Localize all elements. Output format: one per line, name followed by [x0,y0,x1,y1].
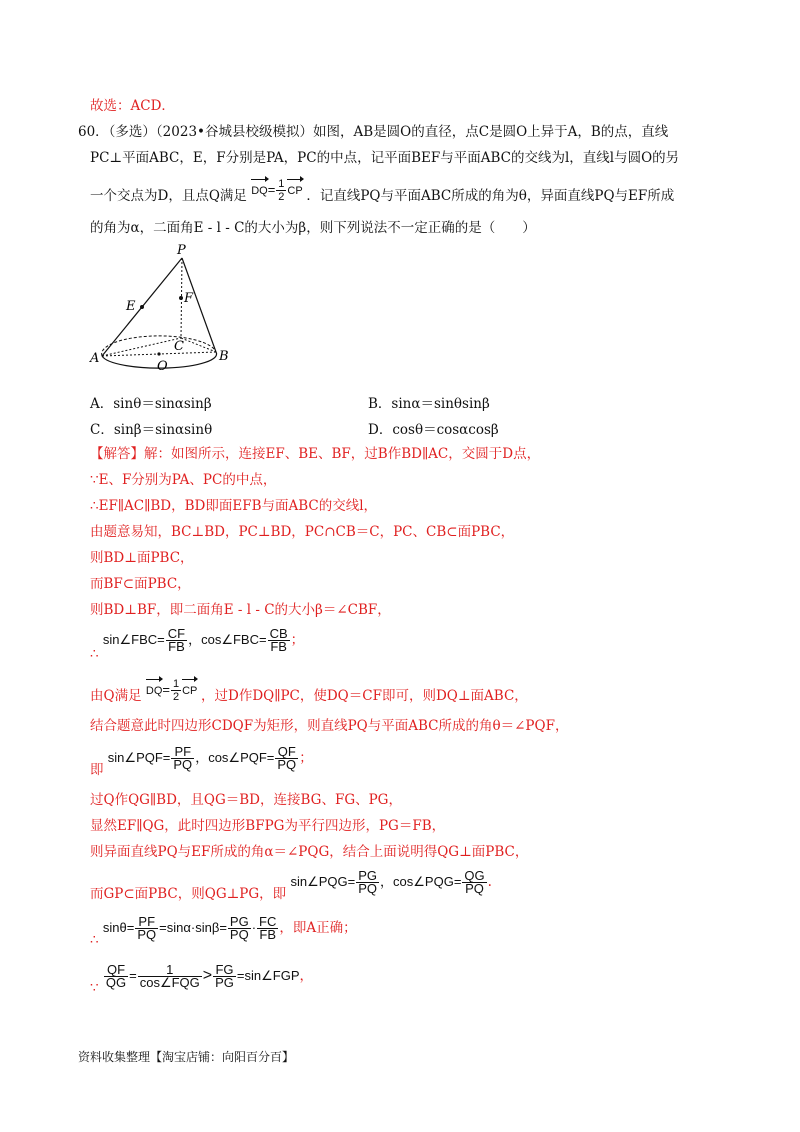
label-c: C [174,339,184,354]
solution-line-11: 过Q作QG∥BD，且QG＝BD，连接BG、FG、PG， [90,792,402,808]
vector-dq: DQ [146,681,163,701]
formula-text: =sin∠FGP [236,968,300,983]
formula-pqf [90,744,313,778]
question-text-3b: ．记直线PQ与平面ABC所成的角为θ，异面直线PQ与EF所成 [306,187,675,204]
numerator: PF [135,916,158,929]
equals-sign: = [267,181,276,197]
numerator: PF [171,746,194,759]
numerator: QF [275,746,298,759]
fraction-half [171,678,181,703]
formula-text: · [251,920,257,935]
label-b: B [219,349,229,364]
label-p: P [177,243,186,258]
formula-text: θ [119,920,127,935]
denominator: FB [168,639,185,654]
question-line-3 [90,178,675,209]
denominator: PQ [277,757,297,772]
fraction-fc-fb [257,916,278,941]
formula-text: ·sin [190,920,212,935]
denominator: 2 [172,691,180,703]
numerator: CF [167,626,186,641]
vector-cp: CP [182,681,197,701]
denominator: cos∠FQG [139,975,200,990]
solution-line-6: 而BF⊂面PBC， [90,576,191,592]
formula-text: ，cos∠FBC= [188,632,267,647]
formula-text: sin∠PQF= [107,750,171,765]
solution-line-13: 则异面直线PQ与EF所成的角α＝∠PQG，结合上面说明得QG⊥面PBC， [90,844,529,860]
vector-equation [145,678,201,703]
option-d: D．cosθ＝cosαcosβ [368,422,499,438]
formula-text: = [129,968,137,983]
numerator: QG [464,868,485,883]
solution-line-9: 结合题意此时四边形CDQF为矩形，则直线PQ与平面ABC所成的角θ＝∠PQF， [90,718,569,734]
option-b: B．sinα＝sinθsinβ [368,396,490,412]
numerator: QF [104,964,128,977]
fraction-one-cos [138,964,202,989]
formula-pqg [90,868,492,902]
fraction-pf-pq [171,746,194,771]
formula-text: = [126,920,135,935]
fraction-qg-pq [462,870,486,895]
solution-line-12: 显然EF∥QG，此时四边形BFPG为平行四边形，PG＝FB， [90,818,446,834]
vector-dq: DQ [251,181,268,201]
formula-text: α [183,920,191,935]
punctuation: ， [299,968,314,984]
punctuation: ； [290,632,305,648]
footer-note: 资料收集整理【淘宝店铺：向阳百分百】 [78,1050,295,1064]
numerator: CB [269,626,288,641]
point-o [157,352,160,355]
formula-text: > [202,967,213,984]
formula-text: sin∠FBC= [102,632,165,647]
formula-text: sin∠PQG= [290,874,356,889]
solution-text: ，过D作DQ∥PC，使DQ＝CF即可，则DQ⊥面ABC， [201,687,528,704]
formula-text: =sin [159,920,184,935]
solution-text: 由Q满足 [90,687,142,704]
label-a: A [90,351,100,366]
numerator: PG [358,868,378,883]
because-symbol: ∵ [90,980,99,996]
numerator: 1 [138,964,202,977]
denominator: PG [215,975,234,990]
fraction-pg-pq [228,916,251,941]
fraction-cf-fb [166,628,187,653]
fraction-pg-pq [356,870,379,895]
label-f: F [184,291,194,306]
numerator: 1 [172,678,180,690]
solution-line-5: 则BD⊥面PBC， [90,550,194,566]
point-e [140,305,144,309]
solution-text: ，即A正确； [279,920,357,936]
label-o: O [157,359,168,374]
formula-text: ，cos∠PQF= [195,750,275,765]
fraction-half [276,178,286,203]
solution-line-3: ∴EF∥AC∥BD，BD即面EFB与面ABC的交线l， [90,498,378,514]
solution-text: 即 [90,762,104,778]
punctuation: ； [299,750,313,766]
fraction-cb-fb [268,628,290,653]
solution-line-7: 则BD⊥BF，即二面角E - l - C的大小β＝∠CBF， [90,602,391,618]
denominator: FB [270,639,287,654]
fraction-qf-pq [275,746,298,771]
solution-text: 而GP⊂面PBC，则QG⊥PG，即 [90,886,287,902]
numerator: FG [213,964,236,977]
previous-answer: 故选：ACD． [90,98,175,114]
denominator: PQ [229,927,249,942]
question-line-2: PC⊥平面ABC，E，F分别是PA，PC的中点，记平面BEF与平面ABC的交线为l，直线l与圆O的另 [90,150,680,166]
denominator: FB [259,927,277,942]
fraction-pf-pq [135,916,158,941]
equals-sign: = [162,681,170,697]
solution-line-4: 由题意易知，BC⊥BD，PC⊥BD，PC∩CB＝C，PC、CB⊂面PBC， [90,524,515,540]
label-e: E [126,299,136,314]
fraction-denominator: 2 [278,191,285,203]
segment-cb [181,338,216,352]
solution-line-1: 【解答】解：如图所示，连接EF、BE、BF，过B作BD∥AC，交圆于D点， [90,446,541,462]
denominator: PQ [173,757,193,772]
vector-cp: CP [287,181,302,201]
formula-qf-qg [90,962,314,996]
denominator: PQ [358,881,378,896]
denominator: QG [105,975,127,990]
therefore-symbol: ∴ [90,932,99,948]
fraction-numerator: 1 [278,178,285,190]
formula-fbc [90,626,305,662]
formula-text: sin [102,920,120,935]
option-a: A．sinθ＝sinαsinβ [90,396,212,412]
question-line-4: 的角为α，二面角E - l - C的大小为β，则下列说法不一定正确的是（ ） [90,220,536,236]
denominator: PQ [137,927,157,942]
point-f [179,296,183,300]
fraction-qf-qg [104,964,128,989]
therefore-symbol: ∴ [90,646,99,662]
numerator: PG [229,914,249,929]
formula-text: β [211,920,220,935]
question-text-3a: 一个交点为D，且点Q满足 [90,187,247,204]
formula-text: = [219,920,227,935]
option-c: C．sinβ＝sinαsinθ [90,422,213,438]
punctuation: . [487,874,492,890]
fraction-fg-pg [213,964,236,989]
numerator: FC [259,914,277,929]
solution-line-2: ∵E、F分别为PA、PC的中点， [90,472,277,488]
cone-figure [82,240,242,375]
solution-line-8 [90,678,528,709]
formula-text: ，cos∠PQG= [380,874,462,889]
denominator: PQ [465,881,484,896]
vector-equation [251,178,306,203]
formula-sin-theta [90,914,357,948]
question-line-1: 60．（多选）（2023•谷城县校级模拟）如图，AB是圆O的直径，点C是圆O上异于A，B的点，直线 [78,124,669,140]
